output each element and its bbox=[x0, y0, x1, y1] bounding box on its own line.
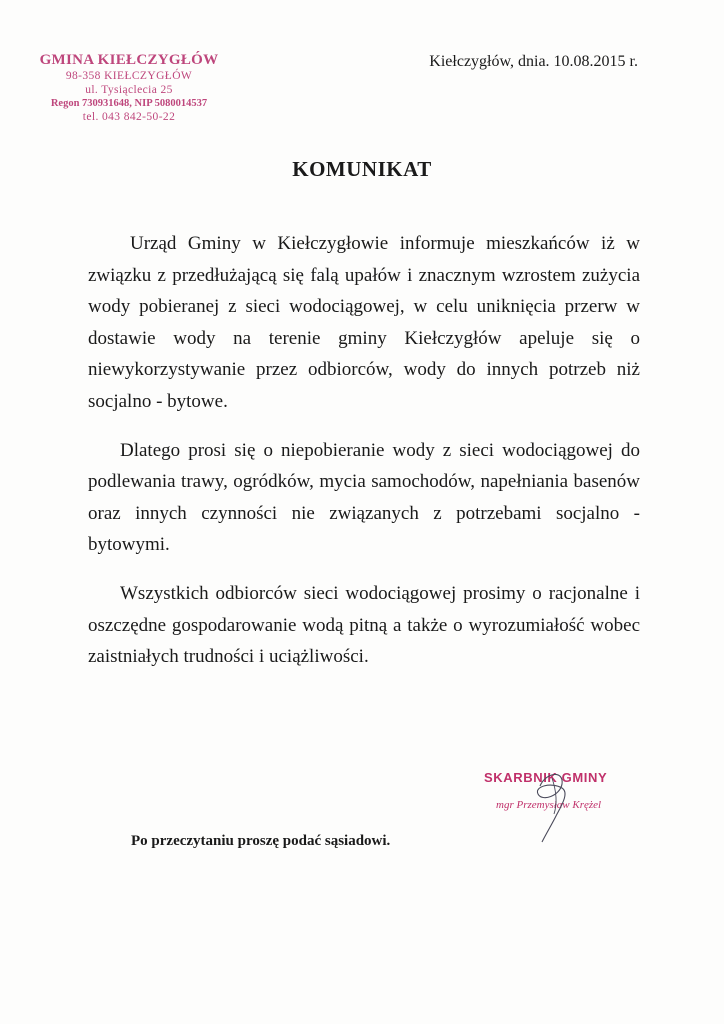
document-title: KOMUNIKAT bbox=[292, 157, 432, 181]
municipality-stamp bbox=[34, 52, 224, 124]
paragraph-1: Urząd Gminy w Kiełczygłowie informuje mieszkańców iż w związku z przedłużającą się falą upałów i znacznym wzrostem zużycia wody pobieranej z sieci wodociągowej, w celu uniknięcia przerw w dostawie wody na terenie gminy Kiełczygłów apeluje się o niewykorzystywanie przez odbiorców, wody do innych potrzeb niż socjalno - bytowe. bbox=[88, 233, 640, 412]
treasurer-name: mgr Przemysław Krężel bbox=[496, 799, 602, 811]
stamp-postal: 98-358 KIEŁCZYGŁÓW bbox=[65, 70, 193, 82]
footer-note: Po przeczytaniu proszę podać sąsiadowi. bbox=[131, 833, 391, 849]
stamp-street: ul. Tysiąclecia 25 bbox=[85, 84, 173, 96]
paragraph-2: Dlatego prosi się o niepobieranie wody z sieci wodociągowej do podlewania trawy, ogródków, mycia samochodów, napełniania basenów oraz innych czynności nie związanych z potrzebami socjalno - bytowymi. bbox=[88, 439, 640, 556]
stamp-ids: Regon 730931648, NIP 5080014537 bbox=[50, 98, 208, 109]
treasurer-title: SKARBNIK GMINY bbox=[484, 770, 608, 785]
stamp-name: GMINA KIEŁCZYGŁÓW bbox=[39, 52, 219, 68]
stamp-phone: tel. 043 842-50-22 bbox=[82, 111, 176, 123]
document-body bbox=[88, 228, 640, 673]
handwritten-signature bbox=[512, 764, 592, 844]
place-and-date: Kiełczygłów, dnia. 10.08.2015 r. bbox=[429, 53, 638, 70]
paragraph-3: Wszystkich odbiorców sieci wodociągowej prosimy o racjonalne i oszczędne gospodarowanie wodą pitną a także o wyrozumiałość wobec zaistniałych trudności i uciążliwości. bbox=[88, 582, 640, 668]
